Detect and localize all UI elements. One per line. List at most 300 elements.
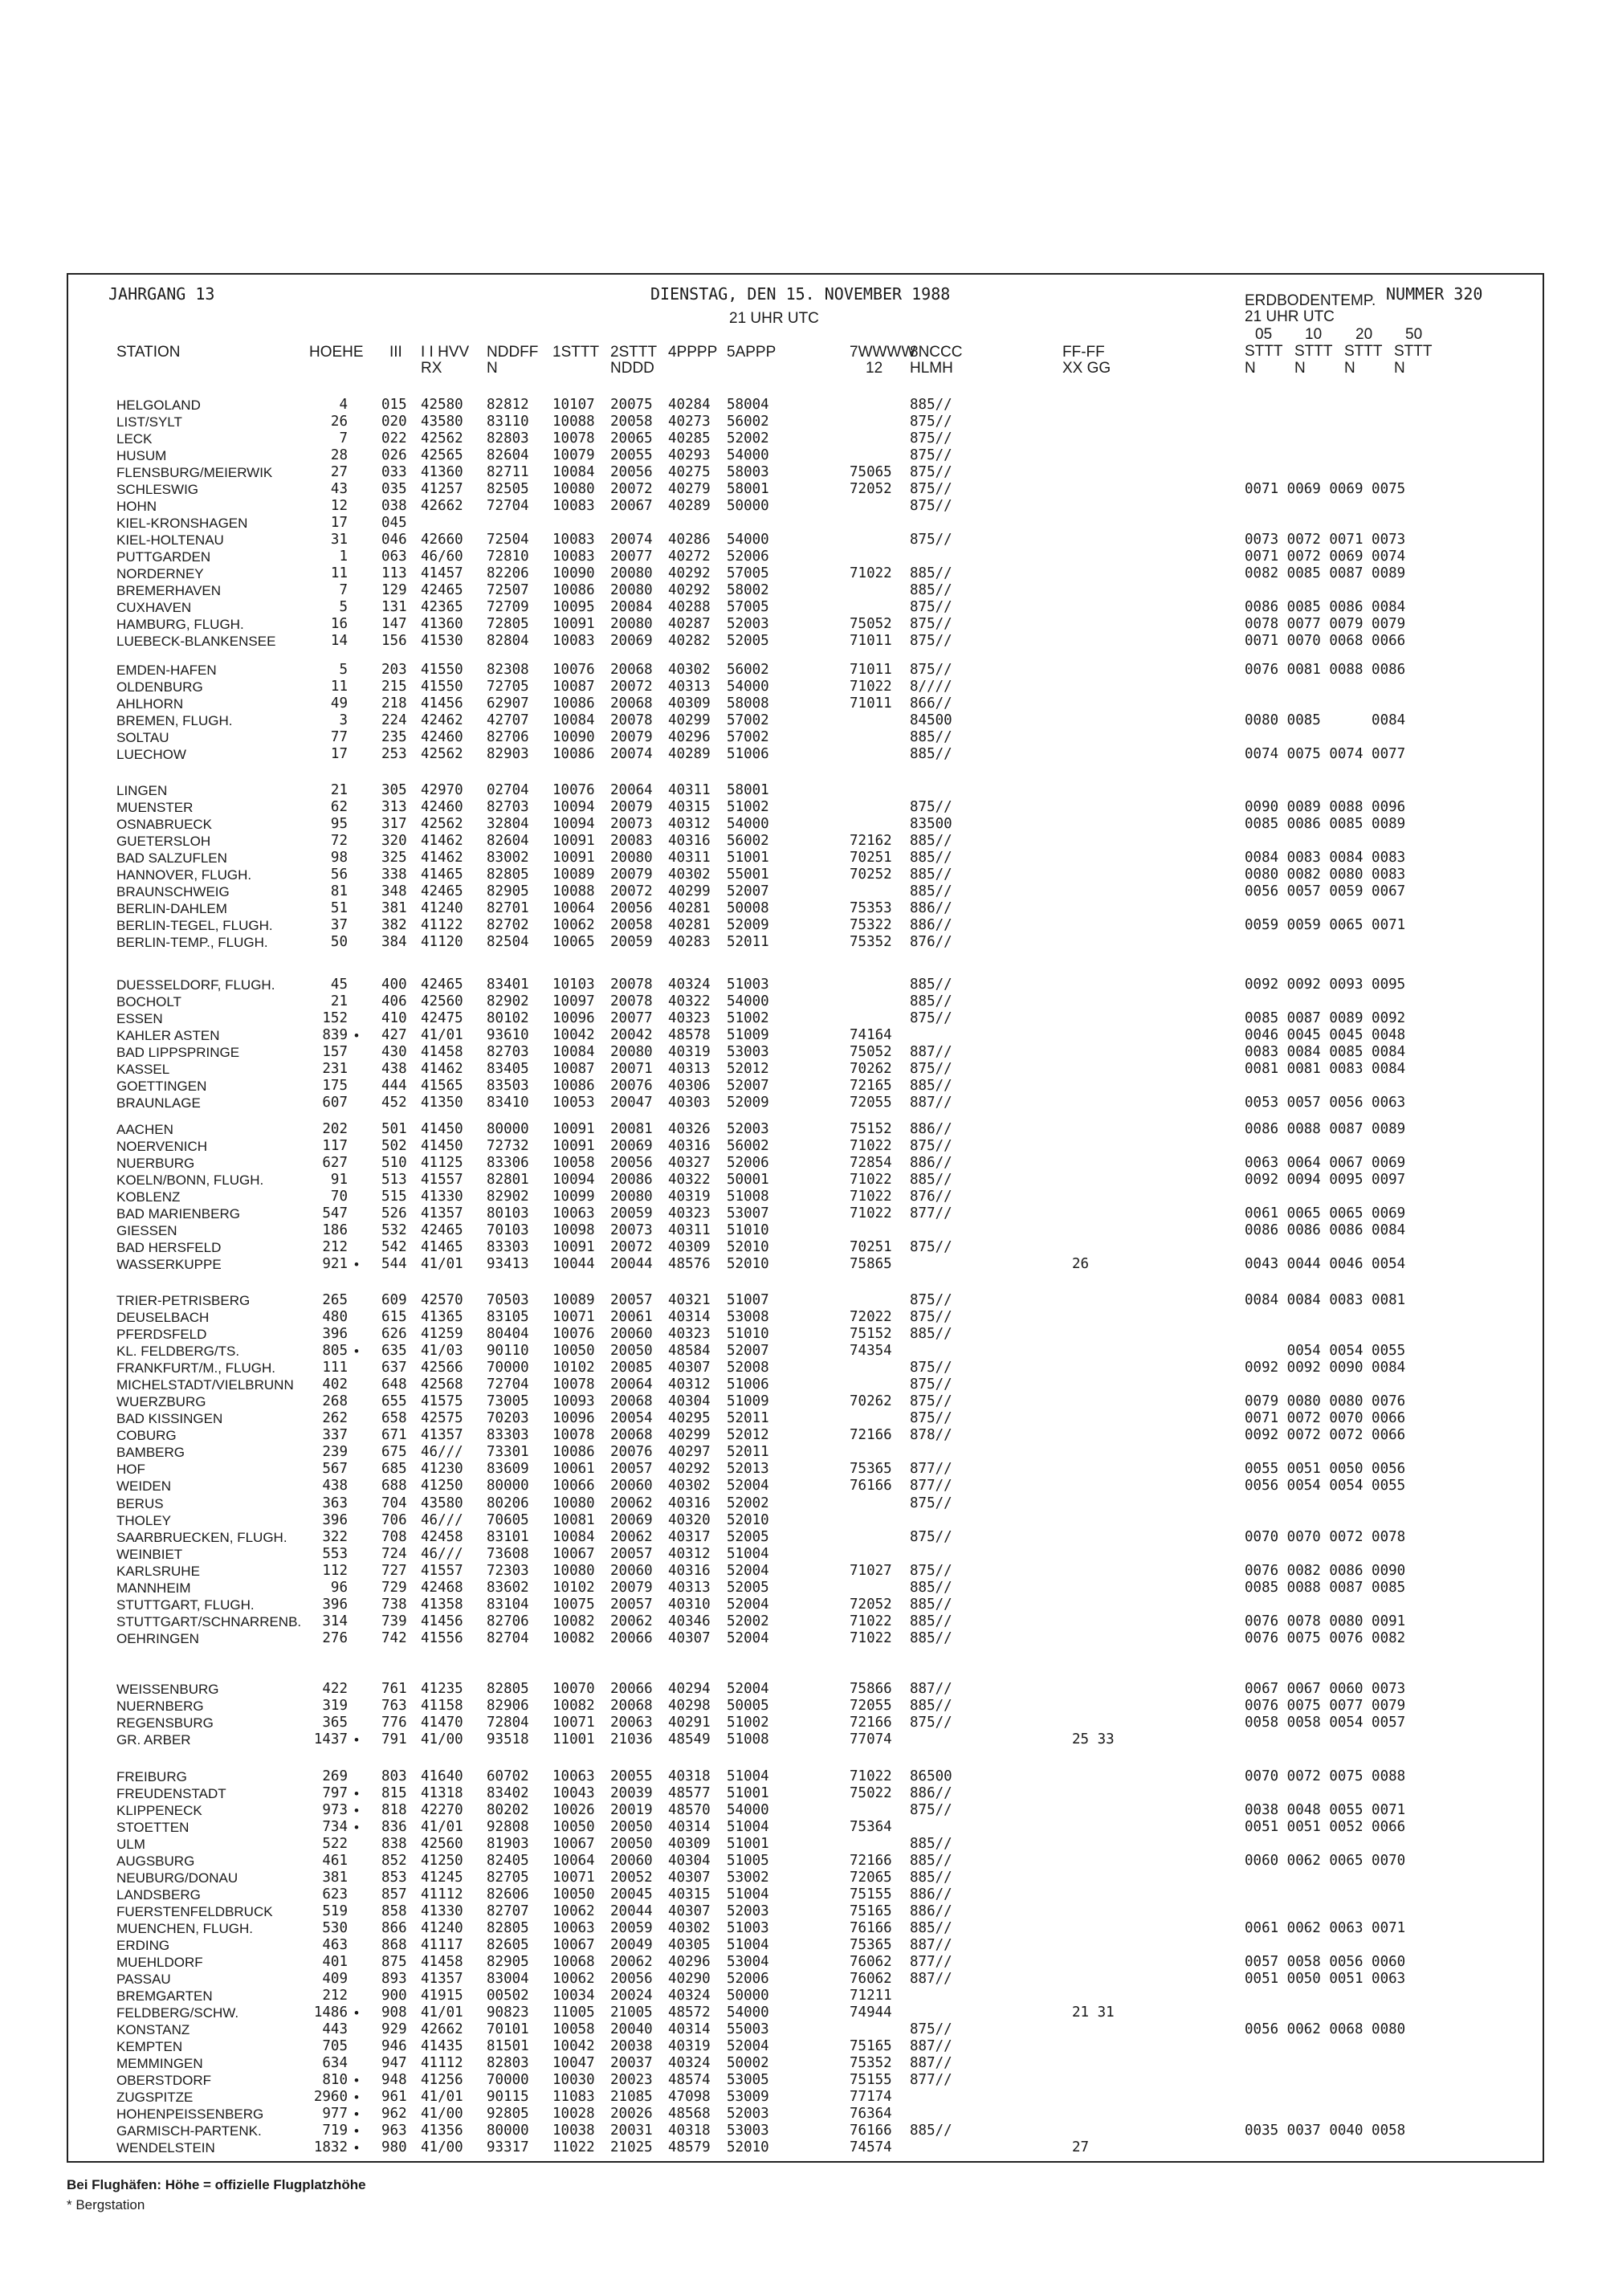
cell-c7: 72166 xyxy=(850,1427,892,1443)
cell-c4: 20044 xyxy=(610,1903,653,1919)
cell-c6: 52004 xyxy=(727,2038,769,2054)
table-row xyxy=(68,599,1538,616)
cell-c1: 41470 xyxy=(421,1715,463,1731)
cell-c3: 10083 xyxy=(552,532,595,548)
cell-iii: 400 xyxy=(381,977,407,993)
cell-soil: 0070 0070 0072 0078 xyxy=(1245,1529,1406,1545)
cell-h: 112 xyxy=(322,1563,348,1579)
table-row xyxy=(68,1597,1538,1613)
cell-soil: 0054 0054 0055 xyxy=(1245,1343,1406,1359)
cell-c2: 80202 xyxy=(487,1802,529,1818)
cell-h: 607 xyxy=(322,1095,348,1111)
table-row xyxy=(68,1343,1538,1360)
cell-c1: 42365 xyxy=(421,599,463,615)
cell-iii: 253 xyxy=(381,746,407,762)
mountain-station-marker: • xyxy=(354,2140,359,2155)
cell-c7: 71022 xyxy=(850,679,892,695)
cell-c4: 20049 xyxy=(610,1937,653,1953)
cell-iii: 515 xyxy=(381,1189,407,1205)
cell-c7: 76166 xyxy=(850,2123,892,2139)
cell-station: GARMISCH-PARTENK. xyxy=(116,2123,262,2139)
cell-c3: 10091 xyxy=(552,850,595,866)
cell-c6: 52004 xyxy=(727,1563,769,1579)
cell-c5: 40318 xyxy=(668,2123,711,2139)
cell-c5: 40323 xyxy=(668,1205,711,1221)
cell-h: 7 xyxy=(339,430,348,447)
cell-c6: 56002 xyxy=(727,414,769,430)
cell-c1: 41/00 xyxy=(421,2106,463,2122)
table-row xyxy=(68,1853,1538,1870)
cell-c2: 82604 xyxy=(487,833,529,849)
cell-c6: 58001 xyxy=(727,481,769,497)
table-row xyxy=(68,900,1538,917)
table-row xyxy=(68,977,1538,993)
cell-h: 553 xyxy=(322,1546,348,1562)
cell-c3: 10098 xyxy=(552,1222,595,1238)
table-row xyxy=(68,1802,1538,1819)
cell-c1: 42560 xyxy=(421,1836,463,1852)
cell-c4: 20080 xyxy=(610,850,653,866)
cell-c8: 885// xyxy=(910,1172,952,1188)
table-row xyxy=(68,582,1538,599)
cell-c6: 57005 xyxy=(727,599,769,615)
cell-c4: 20068 xyxy=(610,1698,653,1714)
cell-station: MANNHEIM xyxy=(116,1580,191,1596)
cell-iii: 510 xyxy=(381,1155,407,1171)
cell-c1: 41122 xyxy=(421,917,463,933)
cell-c1: 42568 xyxy=(421,1376,463,1393)
cell-c6: 51004 xyxy=(727,1937,769,1953)
cell-c4: 20066 xyxy=(610,1681,653,1697)
cell-c8: 887// xyxy=(910,2038,952,2054)
cell-c6: 52007 xyxy=(727,1343,769,1359)
cell-soil: 0067 0067 0060 0073 xyxy=(1245,1681,1406,1697)
soil-n-05: N xyxy=(1245,360,1256,377)
table-row xyxy=(68,532,1538,549)
cell-c6: 52010 xyxy=(727,1239,769,1255)
cell-c2: 82405 xyxy=(487,1853,529,1869)
cell-h: 276 xyxy=(322,1630,348,1646)
cell-c8: 866// xyxy=(910,695,952,712)
cell-c8: 877// xyxy=(910,1478,952,1494)
table-row xyxy=(68,1731,1538,1748)
cell-c7: 71022 xyxy=(850,1630,892,1646)
cell-c4: 21025 xyxy=(610,2139,653,2155)
cell-c1: 41458 xyxy=(421,1044,463,1060)
cell-c1: 42560 xyxy=(421,993,463,1009)
cell-h: 96 xyxy=(330,1580,348,1596)
cell-station: FREIBURG xyxy=(116,1769,187,1784)
cell-station: HELGOLAND xyxy=(116,398,201,413)
cell-soil: 0081 0081 0083 0084 xyxy=(1245,1061,1406,1077)
table-row xyxy=(68,414,1538,430)
cell-c4: 20080 xyxy=(610,582,653,598)
cell-station: TRIER-PETRISBERG xyxy=(116,1293,251,1308)
cell-iii: 381 xyxy=(381,900,407,916)
cell-c3: 10094 xyxy=(552,1172,595,1188)
cell-c5: 48578 xyxy=(668,1027,711,1043)
cell-c1: 41112 xyxy=(421,1886,463,1902)
mountain-station-marker: • xyxy=(354,2090,359,2105)
cell-c5: 40272 xyxy=(668,549,711,565)
cell-station: FUERSTENFELDBRUCK xyxy=(116,1904,273,1919)
cell-station: BERLIN-TEGEL, FLUGH. xyxy=(116,918,273,933)
cell-iii: 129 xyxy=(381,582,407,598)
cell-h: 396 xyxy=(322,1326,348,1342)
cell-c6: 56002 xyxy=(727,833,769,849)
cell-station: SAARBRUECKEN, FLUGH. xyxy=(116,1530,287,1545)
cell-c6: 52004 xyxy=(727,1630,769,1646)
cell-ff: 27 xyxy=(1072,2139,1090,2155)
table-row xyxy=(68,1292,1538,1309)
cell-c8: 876// xyxy=(910,934,952,950)
cell-c1: 42562 xyxy=(421,746,463,762)
cell-iii: 438 xyxy=(381,1061,407,1077)
cell-c2: 82605 xyxy=(487,1937,529,1953)
cell-c8: 875// xyxy=(910,1010,952,1026)
cell-c8: 887// xyxy=(910,1937,952,1953)
cell-c4: 20062 xyxy=(610,1954,653,1970)
cell-c7: 74574 xyxy=(850,2139,892,2155)
cell-h: 1 xyxy=(339,549,348,565)
cell-c4: 20068 xyxy=(610,662,653,678)
cell-c6: 54000 xyxy=(727,816,769,832)
table-row xyxy=(68,464,1538,481)
cell-c4: 20086 xyxy=(610,1172,653,1188)
cell-c4: 20059 xyxy=(610,934,653,950)
cell-iii: 637 xyxy=(381,1360,407,1376)
cell-c3: 10050 xyxy=(552,1819,595,1835)
cell-c8: 875// xyxy=(910,447,952,463)
cell-c7: 77174 xyxy=(850,2089,892,2105)
cell-station: STOETTEN xyxy=(116,1820,190,1835)
cell-h: 1832 xyxy=(313,2139,348,2155)
cell-iii: 706 xyxy=(381,1512,407,1528)
cell-c1: 42475 xyxy=(421,1010,463,1026)
cell-c1: 41318 xyxy=(421,1785,463,1801)
cell-c2: 82805 xyxy=(487,1681,529,1697)
cell-station: FRANKFURT/M., FLUGH. xyxy=(116,1360,276,1376)
cell-iii: 727 xyxy=(381,1563,407,1579)
cell-soil: 0092 0092 0093 0095 xyxy=(1245,977,1406,993)
cell-c4: 20062 xyxy=(610,1529,653,1545)
cell-c1: 46/// xyxy=(421,1546,463,1562)
cell-c3: 10086 xyxy=(552,695,595,712)
cell-c4: 21036 xyxy=(610,1731,653,1747)
cell-soil: 0058 0058 0054 0057 xyxy=(1245,1715,1406,1731)
cell-station: FLENSBURG/MEIERWIK xyxy=(116,465,273,480)
cell-c1: 42662 xyxy=(421,498,463,514)
cell-c6: 53004 xyxy=(727,1954,769,1970)
cell-c1: 41/01 xyxy=(421,1819,463,1835)
table-row xyxy=(68,2038,1538,2055)
cell-c5: 40307 xyxy=(668,1903,711,1919)
cell-c2: 82801 xyxy=(487,1172,529,1188)
cell-c5: 40296 xyxy=(668,729,711,745)
cell-c7: 75322 xyxy=(850,917,892,933)
mountain-station-marker: • xyxy=(354,1820,359,1835)
table-row xyxy=(68,917,1538,934)
cell-c2: 72704 xyxy=(487,1376,529,1393)
cell-station: GR. ARBER xyxy=(116,1732,191,1747)
table-row xyxy=(68,1580,1538,1597)
cell-iii: 852 xyxy=(381,1853,407,1869)
cell-c3: 10066 xyxy=(552,1478,595,1494)
cell-c2: 90115 xyxy=(487,2089,529,2105)
cell-h: 365 xyxy=(322,1715,348,1731)
cell-c3: 10063 xyxy=(552,1205,595,1221)
cell-station: AACHEN xyxy=(116,1122,173,1137)
cell-iii: 671 xyxy=(381,1427,407,1443)
cell-c6: 52011 xyxy=(727,1410,769,1426)
cell-c8: 885// xyxy=(910,746,952,762)
cell-c7: 71022 xyxy=(850,1189,892,1205)
cell-c8: 875// xyxy=(910,1802,952,1818)
cell-c5: 40319 xyxy=(668,1189,711,1205)
cell-c5: 48574 xyxy=(668,2072,711,2088)
table-row xyxy=(68,1444,1538,1461)
table-row xyxy=(68,1715,1538,1731)
cell-c6: 53002 xyxy=(727,1870,769,1886)
cell-c7: 75364 xyxy=(850,1819,892,1835)
cell-h: 1486 xyxy=(313,2004,348,2021)
cell-c5: 40320 xyxy=(668,1512,711,1528)
cell-c3: 10070 xyxy=(552,1681,595,1697)
cell-c5: 40314 xyxy=(668,1309,711,1325)
cell-c4: 20044 xyxy=(610,1256,653,1272)
cell-c1: 41557 xyxy=(421,1563,463,1579)
cell-h: 463 xyxy=(322,1937,348,1953)
cell-c5: 40294 xyxy=(668,1681,711,1697)
cell-c4: 20077 xyxy=(610,1010,653,1026)
cell-c3: 10026 xyxy=(552,1802,595,1818)
cell-c6: 52005 xyxy=(727,1529,769,1545)
cell-iii: 406 xyxy=(381,993,407,1009)
cell-c5: 40311 xyxy=(668,1222,711,1238)
cell-c6: 54000 xyxy=(727,2004,769,2021)
cell-station: HOHN xyxy=(116,499,157,514)
cell-c5: 40286 xyxy=(668,532,711,548)
cell-iii: 658 xyxy=(381,1410,407,1426)
table-row xyxy=(68,2072,1538,2089)
cell-c7: 72854 xyxy=(850,1155,892,1171)
cell-station: WASSERKUPPE xyxy=(116,1257,222,1272)
cell-c5: 40324 xyxy=(668,1988,711,2004)
table-row xyxy=(68,712,1538,729)
cell-c3: 10038 xyxy=(552,2123,595,2139)
cell-c8: 885// xyxy=(910,397,952,413)
cell-station: OEHRINGEN xyxy=(116,1631,199,1646)
cell-h: 50 xyxy=(330,934,348,950)
cell-h: 268 xyxy=(322,1393,348,1409)
table-row xyxy=(68,616,1538,633)
cell-c6: 54000 xyxy=(727,1802,769,1818)
cell-station: BREMGARTEN xyxy=(116,1988,213,2004)
mountain-station-marker: • xyxy=(354,1803,359,1818)
cell-h: 705 xyxy=(322,2038,348,2054)
cell-station: GUETERSLOH xyxy=(116,834,211,849)
cell-c2: 83110 xyxy=(487,414,529,430)
cell-h: 810 xyxy=(322,2072,348,2088)
cell-c5: 40309 xyxy=(668,1836,711,1852)
cell-c6: 57005 xyxy=(727,565,769,581)
cell-c3: 10083 xyxy=(552,498,595,514)
cell-iii: 224 xyxy=(381,712,407,728)
cell-c7: 71027 xyxy=(850,1563,892,1579)
cell-c1: 41465 xyxy=(421,1239,463,1255)
cell-iii: 325 xyxy=(381,850,407,866)
cell-c2: 72704 xyxy=(487,498,529,514)
cell-c7: 75155 xyxy=(850,2072,892,2088)
cell-c2: 72709 xyxy=(487,599,529,615)
cell-c7: 72055 xyxy=(850,1095,892,1111)
cell-c6: 51006 xyxy=(727,1376,769,1393)
cell-c1: 41120 xyxy=(421,934,463,950)
cell-c7: 76166 xyxy=(850,1920,892,1936)
mountain-station-marker: • xyxy=(354,2073,359,2088)
cell-c6: 51002 xyxy=(727,1715,769,1731)
cell-c3: 10084 xyxy=(552,1044,595,1060)
cell-c8: 886// xyxy=(910,900,952,916)
cell-c4: 20031 xyxy=(610,2123,653,2139)
cell-c4: 20068 xyxy=(610,1427,653,1443)
cell-c8: 877// xyxy=(910,2072,952,2088)
cell-h: 623 xyxy=(322,1886,348,1902)
cell-c4: 20058 xyxy=(610,414,653,430)
cell-iii: 739 xyxy=(381,1613,407,1629)
cell-iii: 635 xyxy=(381,1343,407,1359)
soil-depth-05: 05 xyxy=(1255,326,1273,343)
cell-c5: 40292 xyxy=(668,1461,711,1477)
cell-c3: 10062 xyxy=(552,1903,595,1919)
cell-soil: 0061 0065 0065 0069 xyxy=(1245,1205,1406,1221)
cell-station: LUECHOW xyxy=(116,747,186,762)
cell-c8: 885// xyxy=(910,1580,952,1596)
cell-c4: 20077 xyxy=(610,549,653,565)
cell-station: PUTTGARDEN xyxy=(116,549,211,565)
cell-c4: 20069 xyxy=(610,1138,653,1154)
cell-c3: 10087 xyxy=(552,1061,595,1077)
cell-c7: 71011 xyxy=(850,695,892,712)
cell-station: BAMBERG xyxy=(116,1445,185,1460)
cell-h: 401 xyxy=(322,1954,348,1970)
cell-station: KIEL-KRONSHAGEN xyxy=(116,516,248,531)
col-2sttt: 2STTT xyxy=(610,344,658,361)
table-row xyxy=(68,1785,1538,1802)
cell-c4: 20074 xyxy=(610,532,653,548)
cell-iii: 815 xyxy=(381,1785,407,1801)
cell-c6: 52007 xyxy=(727,883,769,899)
table-row xyxy=(68,729,1538,746)
mountain-station-marker: • xyxy=(354,1786,359,1801)
cell-c2: 82905 xyxy=(487,883,529,899)
cell-c1: 41/01 xyxy=(421,2004,463,2021)
cell-iii: 113 xyxy=(381,565,407,581)
cell-c5: 40282 xyxy=(668,633,711,649)
cell-c4: 20060 xyxy=(610,1563,653,1579)
cell-c5: 47098 xyxy=(668,2089,711,2105)
cell-c1: 41/01 xyxy=(421,1027,463,1043)
table-row xyxy=(68,1937,1538,1954)
cell-c3: 10078 xyxy=(552,430,595,447)
cell-iii: 729 xyxy=(381,1580,407,1596)
cell-c3: 10081 xyxy=(552,1512,595,1528)
cell-h: 1437 xyxy=(313,1731,348,1747)
cell-c1: 42562 xyxy=(421,430,463,447)
cell-c8: 886// xyxy=(910,1121,952,1137)
cell-c5: 40302 xyxy=(668,662,711,678)
cell-c7: 71022 xyxy=(850,1613,892,1629)
cell-c8: 875// xyxy=(910,1292,952,1308)
cell-h: 72 xyxy=(330,833,348,849)
cell-c1: 43580 xyxy=(421,414,463,430)
cell-c3: 10102 xyxy=(552,1580,595,1596)
cell-c3: 10088 xyxy=(552,883,595,899)
cell-c5: 40313 xyxy=(668,1061,711,1077)
cell-c1: 41640 xyxy=(421,1768,463,1784)
table-row xyxy=(68,2004,1538,2021)
cell-c5: 40318 xyxy=(668,1768,711,1784)
cell-c4: 20052 xyxy=(610,1870,653,1886)
cell-iii: 444 xyxy=(381,1078,407,1094)
cell-c6: 54000 xyxy=(727,447,769,463)
cell-station: WUERZBURG xyxy=(116,1394,206,1409)
cell-c1: 42462 xyxy=(421,712,463,728)
cell-c1: 41/03 xyxy=(421,1343,463,1359)
cell-c8: 875// xyxy=(910,414,952,430)
table-row xyxy=(68,1309,1538,1326)
cell-c4: 20069 xyxy=(610,633,653,649)
cell-soil: 0086 0085 0086 0084 xyxy=(1245,599,1406,615)
cell-soil: 0070 0072 0075 0088 xyxy=(1245,1768,1406,1784)
cell-c1: 41158 xyxy=(421,1698,463,1714)
cell-h: 4 xyxy=(339,397,348,413)
soil-depth-50: 50 xyxy=(1405,326,1423,343)
table-row xyxy=(68,1768,1538,1785)
cell-c4: 20073 xyxy=(610,1222,653,1238)
cell-c7: 76062 xyxy=(850,1971,892,1987)
soil-stt-10: STTT xyxy=(1294,343,1333,360)
cell-c2: 90823 xyxy=(487,2004,529,2021)
cell-c4: 20056 xyxy=(610,464,653,480)
cell-c4: 20055 xyxy=(610,447,653,463)
cell-c4: 20068 xyxy=(610,695,653,712)
cell-c5: 40292 xyxy=(668,582,711,598)
cell-h: 239 xyxy=(322,1444,348,1460)
cell-c2: 83410 xyxy=(487,1095,529,1111)
soil-depth-10: 10 xyxy=(1305,326,1323,343)
cell-c1: 41117 xyxy=(421,1937,463,1953)
table-row xyxy=(68,430,1538,447)
table-row xyxy=(68,883,1538,900)
cell-iii: 742 xyxy=(381,1630,407,1646)
cell-soil: 0071 0072 0069 0074 xyxy=(1245,549,1406,565)
cell-c4: 20057 xyxy=(610,1597,653,1613)
cell-station: THOLEY xyxy=(116,1513,172,1528)
cell-c7: 71022 xyxy=(850,565,892,581)
cell-c3: 10107 xyxy=(552,397,595,413)
cell-c3: 10096 xyxy=(552,1410,595,1426)
cell-c3: 10080 xyxy=(552,481,595,497)
col-5appp: 5APPP xyxy=(727,344,777,361)
cell-c8: 875// xyxy=(910,1309,952,1325)
cell-c7: 74944 xyxy=(850,2004,892,2021)
cell-station: GOETTINGEN xyxy=(116,1079,207,1094)
table-row xyxy=(68,1427,1538,1444)
cell-soil: 0071 0070 0068 0066 xyxy=(1245,633,1406,649)
col-iii: III xyxy=(389,344,402,361)
cell-c5: 40324 xyxy=(668,2055,711,2071)
